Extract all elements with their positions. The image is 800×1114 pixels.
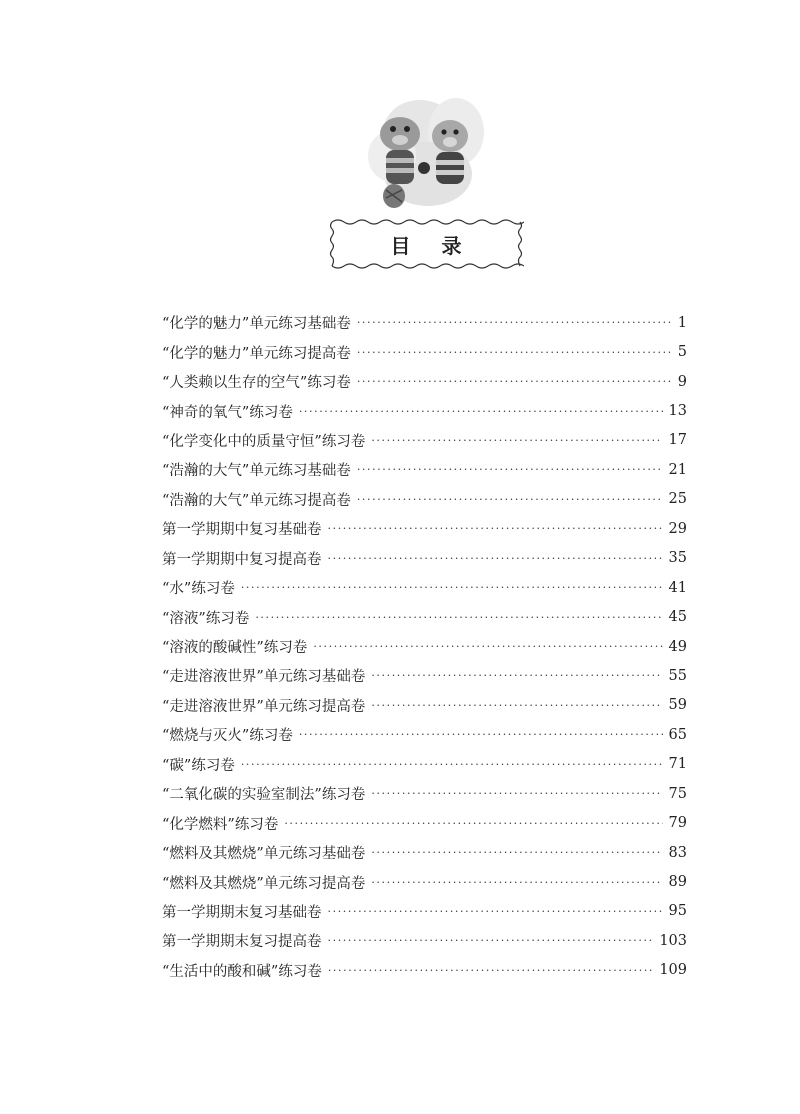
title-banner	[328, 216, 524, 272]
toc-entry-title: “燃料及其燃烧”单元练习基础卷	[162, 846, 366, 863]
table-of-contents	[162, 308, 687, 985]
toc-entry-title: “走进溶液世界”单元练习基础卷	[162, 669, 366, 686]
toc-entry[interactable]	[162, 337, 687, 366]
toc-entry[interactable]	[162, 926, 687, 955]
toc-entry-page-number: 1	[677, 314, 687, 331]
toc-entry[interactable]	[162, 808, 687, 837]
dot-leader	[371, 788, 662, 799]
toc-entry[interactable]	[162, 750, 687, 779]
toc-entry-page-number: 59	[668, 697, 687, 714]
dot-leader	[241, 759, 663, 770]
dot-leader	[357, 376, 671, 387]
dot-leader	[371, 877, 662, 888]
toc-entry-page-number: 35	[668, 550, 687, 567]
toc-entry-page-number: 29	[668, 520, 687, 537]
toc-entry-title: “化学的魅力”单元练习基础卷	[162, 316, 351, 333]
toc-entry-title: “二氧化碳的实验室制法”练习卷	[162, 787, 366, 804]
toc-entry-page-number: 49	[668, 638, 687, 655]
toc-entry-page-number: 55	[668, 667, 687, 684]
toc-entry-title: 第一学期期末复习基础卷	[162, 904, 322, 921]
toc-entry-page-number: 41	[668, 579, 687, 596]
dot-leader	[313, 641, 662, 652]
toc-entry-title: “化学变化中的质量守恒”练习卷	[162, 433, 366, 450]
toc-entry[interactable]	[162, 897, 687, 926]
toc-entry-title: “溶液”练习卷	[162, 610, 250, 627]
dot-leader	[371, 847, 662, 858]
toc-entry-title: “神奇的氧气”练习卷	[162, 404, 293, 421]
toc-entry[interactable]	[162, 485, 687, 514]
toc-entry[interactable]	[162, 396, 687, 425]
toc-entry-page-number: 95	[668, 903, 687, 920]
toc-entry-page-number: 79	[668, 815, 687, 832]
toc-entry[interactable]	[162, 514, 687, 543]
toc-entry-title: “化学燃料”练习卷	[162, 816, 279, 833]
page-title: 目 录	[390, 233, 474, 258]
dot-leader	[371, 700, 662, 711]
toc-entry[interactable]	[162, 308, 687, 337]
toc-entry-page-number: 109	[659, 962, 687, 979]
toc-entry[interactable]	[162, 426, 687, 455]
toc-entry[interactable]	[162, 720, 687, 749]
toc-entry[interactable]	[162, 779, 687, 808]
toc-entry-page-number: 71	[668, 756, 687, 773]
toc-entry-title: 第一学期期中复习基础卷	[162, 522, 322, 539]
dot-leader	[357, 464, 663, 475]
toc-entry[interactable]	[162, 455, 687, 484]
toc-entry[interactable]	[162, 956, 687, 985]
dot-leader	[328, 523, 663, 534]
toc-entry[interactable]	[162, 544, 687, 573]
toc-entry[interactable]	[162, 691, 687, 720]
toc-entry-page-number: 17	[668, 432, 687, 449]
toc-entry[interactable]	[162, 632, 687, 661]
dot-leader	[328, 553, 663, 564]
toc-entry-title: “走进溶液世界”单元练习提高卷	[162, 698, 366, 715]
toc-entry[interactable]	[162, 867, 687, 896]
toc-entry-page-number: 75	[668, 785, 687, 802]
toc-entry-page-number: 25	[668, 491, 687, 508]
toc-entry[interactable]	[162, 661, 687, 690]
toc-entry[interactable]	[162, 367, 687, 396]
toc-entry-title: 第一学期期中复习提高卷	[162, 551, 322, 568]
dot-leader	[299, 406, 663, 417]
toc-entry-page-number: 103	[659, 932, 687, 949]
toc-entry[interactable]	[162, 602, 687, 631]
toc-entry-page-number: 65	[668, 726, 687, 743]
toc-entry-title: 第一学期期末复习提高卷	[162, 934, 322, 951]
toc-entry-page-number: 9	[677, 373, 687, 390]
toc-entry[interactable]	[162, 573, 687, 602]
dot-leader	[299, 729, 663, 740]
dot-leader	[371, 435, 662, 446]
toc-entry-title: “浩瀚的大气”单元练习基础卷	[162, 463, 351, 480]
dot-leader	[284, 818, 662, 829]
toc-entry-title: “浩瀚的大气”单元练习提高卷	[162, 492, 351, 509]
toc-entry-title: “水”练习卷	[162, 581, 235, 598]
toc-entry-title: “溶液的酸碱性”练习卷	[162, 640, 308, 657]
toc-entry-title: “生活中的酸和碱”练习卷	[162, 963, 322, 980]
toc-entry-page-number: 83	[668, 844, 687, 861]
toc-entry-title: “化学的魅力”单元练习提高卷	[162, 345, 351, 362]
toc-entry-page-number: 21	[668, 461, 687, 478]
dot-leader	[328, 965, 653, 976]
dot-leader	[255, 612, 662, 623]
dot-leader	[357, 317, 671, 328]
toc-entry-page-number: 13	[668, 403, 687, 420]
toc-entry-page-number: 89	[668, 874, 687, 891]
toc-entry-page-number: 5	[677, 344, 687, 361]
toc-entry-title: “燃烧与灭火”练习卷	[162, 728, 293, 745]
toc-entry-title: “人类赖以生存的空气”练习卷	[162, 375, 351, 392]
cartoon-illustration	[358, 92, 492, 216]
toc-entry-title: “碳”练习卷	[162, 757, 235, 774]
dot-leader	[328, 906, 663, 917]
toc-entry-title: “燃料及其燃烧”单元练习提高卷	[162, 875, 366, 892]
dot-leader	[241, 582, 663, 593]
dot-leader	[371, 670, 662, 681]
dot-leader	[328, 935, 654, 946]
dot-leader	[357, 347, 671, 358]
toc-entry-page-number: 45	[668, 609, 687, 626]
toc-entry[interactable]	[162, 838, 687, 867]
dot-leader	[357, 494, 663, 505]
